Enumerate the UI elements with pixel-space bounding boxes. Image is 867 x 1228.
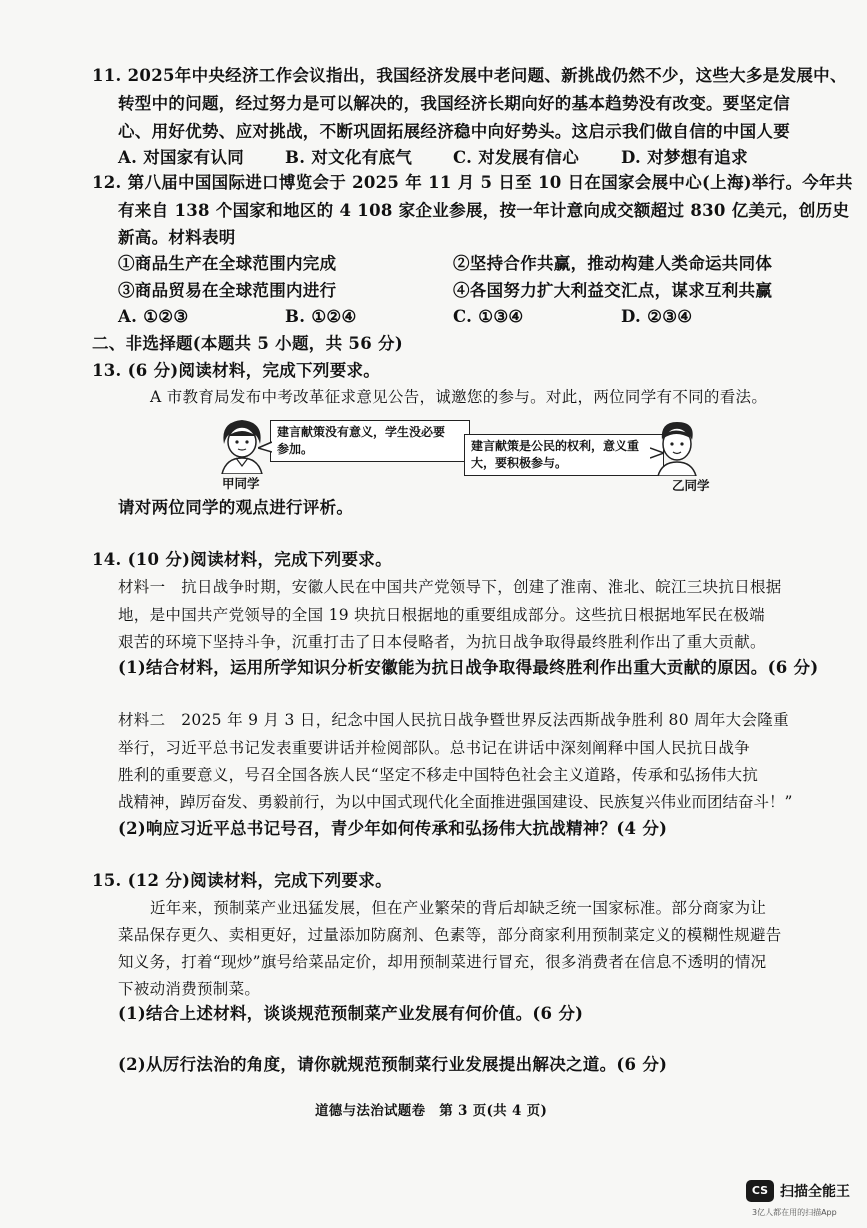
q12-line3: 新高。材料表明: [118, 228, 236, 247]
q15-head: 15. (12 分)阅读材料，完成下列要求。: [92, 871, 392, 890]
speech-bubble-a: [270, 420, 470, 462]
q11-option-b: B. 对文化有底气: [285, 148, 413, 167]
q12-option-d: D. ②③④: [621, 307, 693, 326]
q11-line3: 心、用好优势、应对挑战，不断巩固拓展经济稳中向好势头。这启示我们做自信的中国人要: [118, 122, 790, 141]
q13-question: 请对两位同学的观点进行评析。: [118, 498, 354, 517]
q14-material2-line1: 材料二 2025 年 9 月 3 日，纪念中国人民抗日战争暨世界反法西斯战争胜利 80 周年大会隆重: [118, 711, 789, 729]
q15-sub2: (2)从厉行法治的角度，请你就规范预制菜行业发展提出解决之道。(6 分): [118, 1055, 668, 1074]
q12-statement-1: ①商品生产在全球范围内完成: [118, 254, 337, 273]
student-b-figure: [652, 416, 702, 476]
bubble-b-line1: 建言献策是公民的权利，意义重: [471, 439, 640, 453]
q15-para-line2: 菜品保存更久、卖相更好，过量添加防腐剂、色素等，部分商家利用预制菜定义的模糊性规避告: [118, 926, 782, 944]
q11-option-a: A. 对国家有认同: [118, 148, 244, 167]
q14-material2-line3: 胜利的重要意义，号召全国各族人民“坚定不移走中国特色社会主义道路，传承和弘扬伟大抗: [118, 766, 759, 784]
q14-material2-line2: 举行，习近平总书记发表重要讲话并检阅部队。总书记在讲话中深刻阐释中国人民抗日战争: [118, 739, 751, 757]
q15-para-line1: 近年来，预制菜产业迅猛发展，但在产业繁荣的背后却缺乏统一国家标准。部分商家为让: [150, 899, 767, 917]
bubble-b-line2: 大，要积极参与。: [471, 456, 568, 470]
q14-material2-line4: 战精神，踔厉奋发、勇毅前行，为以中国式现代化全面推进强国建设、民族复兴伟业而团结奋斗！”: [118, 793, 793, 811]
caption-student-a: 甲同学: [222, 476, 260, 491]
q14-sub1: (1)结合材料，运用所学知识分析安徽能为抗日战争取得最终胜利作出重大贡献的原因。(6 分): [118, 658, 819, 677]
q11-line1: 11. 2025年中央经济工作会议指出，我国经济发展中老问题、新挑战仍然不少，这些大多是发展中、: [92, 66, 847, 85]
q12-statement-2: ②坚持合作共赢，推动构建人类命运共同体: [453, 254, 773, 273]
q13-material: A 市教育局发布中考改革征求意见公告，诚邀您的参与。对此，两位同学有不同的看法。: [150, 388, 768, 406]
section2-title: 二、非选择题(本题共 5 小题，共 56 分): [92, 334, 403, 353]
q11-option-d: D. 对梦想有追求: [621, 148, 748, 167]
bubble-a-line2: 参加。: [277, 442, 314, 456]
q12-option-b: B. ①②④: [285, 307, 357, 326]
q15-para-line3: 知义务，打着“现炒”旗号给菜品定价，却用预制菜进行冒充，很多消费者在信息不透明的情况: [118, 953, 767, 971]
q14-material1-line1: 材料一 抗日战争时期，安徽人民在中国共产党领导下，创建了淮南、淮北、皖江三块抗日根据: [118, 578, 782, 596]
q12-statement-3: ③商品贸易在全球范围内进行: [118, 281, 337, 300]
q14-material1-line3: 艰苦的环境下坚持斗争，沉重打击了日本侵略者，为抗日战争取得最终胜利作出了重大贡献。: [118, 633, 766, 651]
q15-sub1: (1)结合上述材料，谈谈规范预制菜产业发展有何价值。(6 分): [118, 1004, 584, 1023]
q15-para-line4: 下被动消费预制菜。: [118, 980, 261, 998]
camscanner-tagline: 3亿人都在用的扫描App: [752, 1208, 837, 1217]
q12-line1: 12. 第八届中国国际进口博览会于 2025 年 11 月 5 日至 10 日在国家会展中心(上海)举行。今年共: [92, 173, 853, 192]
q12-option-a: A. ①②③: [118, 307, 189, 326]
q14-head: 14. (10 分)阅读材料，完成下列要求。: [92, 550, 392, 569]
q14-sub2: (2)响应习近平总书记号召，青少年如何传承和弘扬伟大抗战精神？(4 分): [118, 819, 668, 838]
camscanner-app-name: 扫描全能王: [780, 1184, 850, 1200]
camscanner-logo-icon: CS: [746, 1180, 774, 1202]
page-footer-label: 道德与法治试题卷 第 3 页(共 4 页): [315, 1103, 548, 1119]
q11-option-c: C. 对发展有信心: [453, 148, 580, 167]
q12-statement-4: ④各国努力扩大利益交汇点，谋求互利共赢: [453, 281, 773, 300]
speech-bubble-b: [464, 434, 664, 476]
bubble-a-tail: [258, 440, 272, 454]
q12-option-c: C. ①③④: [453, 307, 524, 326]
q14-material1-line2: 地，是中国共产党领导的全国 19 块抗日根据地的重要组成部分。这些抗日根据地军民在极端: [118, 606, 765, 624]
caption-student-b: 乙同学: [672, 478, 710, 493]
q13-head: 13. (6 分)阅读材料，完成下列要求。: [92, 361, 381, 380]
bubble-a-line1: 建言献策没有意义，学生没必要: [277, 425, 446, 439]
q11-line2: 转型中的问题，经过努力是可以解决的，我国经济长期向好的基本趋势没有改变。要坚定信: [118, 94, 790, 113]
q12-line2: 有来自 138 个国家和地区的 4 108 家企业参展，按一年计意向成交额超过 830 亿美元，创历史: [118, 201, 850, 220]
